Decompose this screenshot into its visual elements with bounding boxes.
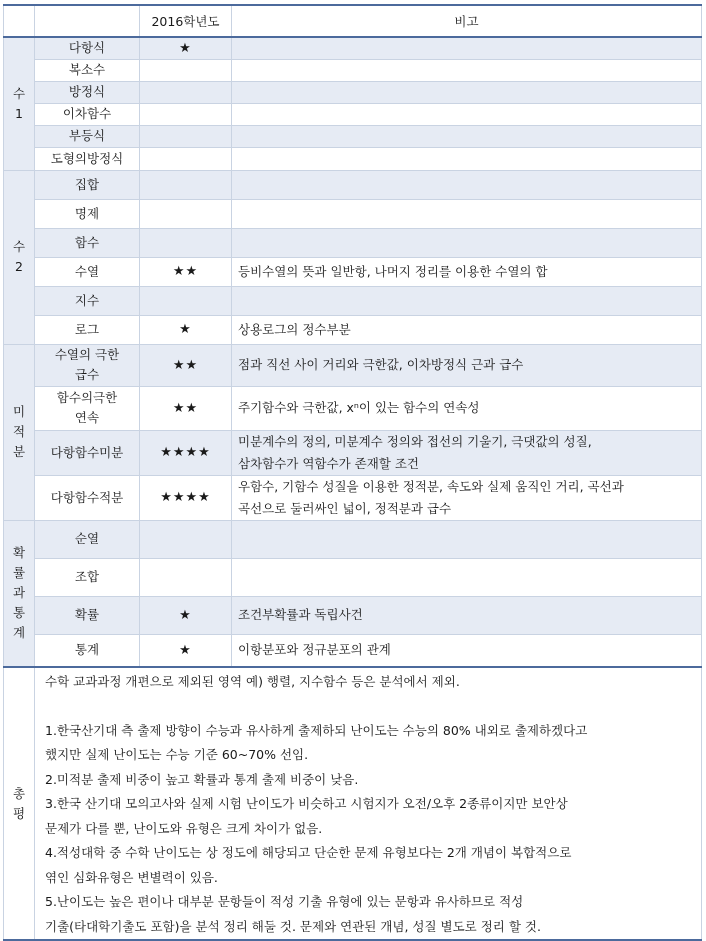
area-label-char: 과 — [12, 585, 26, 601]
header-row — [4, 5, 702, 37]
header-area — [4, 5, 35, 37]
header-topic — [35, 5, 140, 37]
topic-cell: 다항함수적분 — [35, 475, 140, 520]
area-label-char: 계 — [12, 625, 26, 641]
table-row — [4, 558, 702, 596]
summary-label — [4, 667, 35, 940]
topic-cell: 다항식 — [35, 37, 140, 59]
area-label-char: 통 — [12, 605, 26, 621]
table-row — [4, 430, 702, 475]
note-cell — [232, 430, 702, 475]
stars-cell: ★ — [140, 315, 232, 344]
note-cell: 등비수열의 뜻과 일반항, 나머지 정리를 이용한 수열의 합 — [232, 257, 702, 286]
table-row — [4, 596, 702, 634]
topic-cell: 수열 — [35, 257, 140, 286]
note-line: 미분계수의 정의, 미분계수 정의와 접선의 기울기, 극댓값의 성질, — [238, 433, 592, 449]
note-cell — [232, 199, 702, 228]
summary-label-char: 평 — [12, 805, 26, 821]
stars-cell: ★ — [140, 37, 232, 59]
stars-cell: ★★★★ — [140, 430, 232, 475]
topic-cell: 순열 — [35, 520, 140, 558]
stars-cell — [140, 228, 232, 257]
topic-cell — [35, 344, 140, 386]
stars-cell: ★ — [140, 634, 232, 667]
analysis-table — [3, 4, 702, 941]
note-cell — [232, 286, 702, 315]
summary-label-char: 총 — [12, 785, 26, 801]
header-year: 2016학년도 — [140, 5, 232, 37]
table-row — [4, 103, 702, 125]
area-label-char: 분 — [12, 444, 26, 459]
summary-line: 수학 교과과정 개편으로 제외된 영역 예) 행렬, 지수함수 등은 분석에서 제외. — [45, 674, 460, 689]
note-line: 삼차함수가 역함수가 존재할 조건 — [238, 455, 419, 471]
note-cell — [232, 59, 702, 81]
summary-line: 2.미적분 출제 비중이 높고 확률과 통계 출제 비중이 낮음. — [45, 771, 359, 787]
stars-cell: ★★ — [140, 386, 232, 430]
topic-cell: 도형의방정식 — [35, 147, 140, 170]
area-label — [4, 37, 35, 170]
topic-cell: 다항함수미분 — [35, 430, 140, 475]
note-cell — [232, 170, 702, 199]
table-row — [4, 125, 702, 147]
stars-cell: ★★ — [140, 344, 232, 386]
note-cell — [232, 520, 702, 558]
note-cell — [232, 37, 702, 59]
stars-cell — [140, 170, 232, 199]
topic-cell: 방정식 — [35, 81, 140, 103]
summary-line: 1.한국산기대 측 출제 방향이 수능과 유사하게 출제하되 난이도는 수능의 80% 내외로 출제하겠다고 — [45, 722, 588, 738]
area-label — [4, 344, 35, 520]
table-row — [4, 81, 702, 103]
area-label-char: 수 — [12, 85, 26, 101]
table-row — [4, 199, 702, 228]
topic-cell: 로그 — [35, 315, 140, 344]
topic-cell: 확률 — [35, 596, 140, 634]
area-label-char: 확 — [12, 545, 26, 561]
topic-cell — [35, 386, 140, 430]
summary-row — [4, 667, 702, 940]
table-row — [4, 37, 702, 59]
table-row — [4, 286, 702, 315]
area-label — [4, 520, 35, 667]
table-row — [4, 59, 702, 81]
note-cell — [232, 125, 702, 147]
note-cell: 이항분포와 정규분포의 관계 — [232, 634, 702, 667]
topic-cell: 함수 — [35, 228, 140, 257]
note-cell — [232, 81, 702, 103]
note-line: 곡선으로 둘러싸인 넓이, 정적분과 급수 — [238, 500, 452, 516]
table-row — [4, 520, 702, 558]
topic-cell: 조합 — [35, 558, 140, 596]
note-cell: 주기함수와 극한값, xⁿ이 있는 함수의 연속성 — [232, 386, 702, 430]
topic-line: 연속 — [74, 410, 100, 425]
topic-cell: 명제 — [35, 199, 140, 228]
table-row — [4, 386, 702, 430]
stars-cell — [140, 81, 232, 103]
stars-cell — [140, 125, 232, 147]
table-row — [4, 147, 702, 170]
table-row — [4, 228, 702, 257]
area-label — [4, 170, 35, 344]
stars-cell — [140, 147, 232, 170]
table-row — [4, 315, 702, 344]
area-label-char: 2 — [15, 259, 23, 274]
topic-cell: 집합 — [35, 170, 140, 199]
note-cell: 점과 직선 사이 거리와 극한값, 이차방정식 근과 급수 — [232, 344, 702, 386]
table-row — [4, 344, 702, 386]
area-label-char: 률 — [12, 565, 26, 581]
summary-line: 5.난이도는 높은 편이나 대부분 문항들이 적성 기출 유형에 있는 문항과 유사하므로 적성 — [45, 894, 524, 909]
topic-line: 급수 — [74, 367, 100, 382]
topic-cell: 통계 — [35, 634, 140, 667]
note-line: 우함수, 기함수 성질을 이용한 정적분, 속도와 실제 움직인 거리, 곡선과 — [238, 478, 624, 494]
note-cell — [232, 147, 702, 170]
summary-line: 3.한국 산기대 모의고사와 실제 시험 난이도가 비슷하고 시험지가 오전/오후 2종류이지만 보안상 — [45, 796, 568, 811]
stars-cell — [140, 103, 232, 125]
topic-cell: 지수 — [35, 286, 140, 315]
note-cell — [232, 103, 702, 125]
summary-line: 기출(타대학기출도 포함)을 분석 정리 해둘 것. 문제와 연관된 개념, 성질 별도로 정리 할 것. — [45, 918, 541, 934]
note-cell — [232, 475, 702, 520]
topic-cell: 부등식 — [35, 125, 140, 147]
table-row — [4, 634, 702, 667]
note-cell: 상용로그의 정수부분 — [232, 315, 702, 344]
table-row — [4, 170, 702, 199]
note-cell: 조건부확률과 독립사건 — [232, 596, 702, 634]
summary-text — [35, 668, 701, 939]
stars-cell: ★★ — [140, 257, 232, 286]
stars-cell — [140, 59, 232, 81]
summary-line: 4.적성대학 중 수학 난이도는 상 정도에 해당되고 단순한 문제 유형보다는 2개 개념이 복합적으로 — [45, 845, 572, 860]
note-cell — [232, 228, 702, 257]
area-label-char: 적 — [12, 424, 26, 439]
area-label-char: 미 — [12, 404, 26, 419]
header-note: 비고 — [232, 5, 702, 37]
summary-line: 엮인 심화유형은 변별력이 있음. — [45, 869, 218, 885]
summary-line: 문제가 다를 뿐, 난이도와 유형은 크게 차이가 없음. — [45, 820, 323, 836]
topic-cell: 이차함수 — [35, 103, 140, 125]
topic-line: 함수의극한 — [56, 390, 118, 405]
stars-cell — [140, 520, 232, 558]
topic-line: 수열의 극한 — [54, 347, 120, 362]
stars-cell — [140, 286, 232, 315]
stars-cell — [140, 558, 232, 596]
table-row — [4, 257, 702, 286]
stars-cell — [140, 199, 232, 228]
table-row — [4, 475, 702, 520]
note-cell — [232, 558, 702, 596]
area-label-char: 1 — [15, 105, 23, 121]
stars-cell: ★★★★ — [140, 475, 232, 520]
area-label-char: 수 — [12, 239, 26, 254]
summary-line: 했지만 실제 난이도는 수능 기준 60~70% 선임. — [45, 747, 309, 762]
summary-line — [45, 695, 701, 719]
stars-cell: ★ — [140, 596, 232, 634]
topic-cell: 복소수 — [35, 59, 140, 81]
